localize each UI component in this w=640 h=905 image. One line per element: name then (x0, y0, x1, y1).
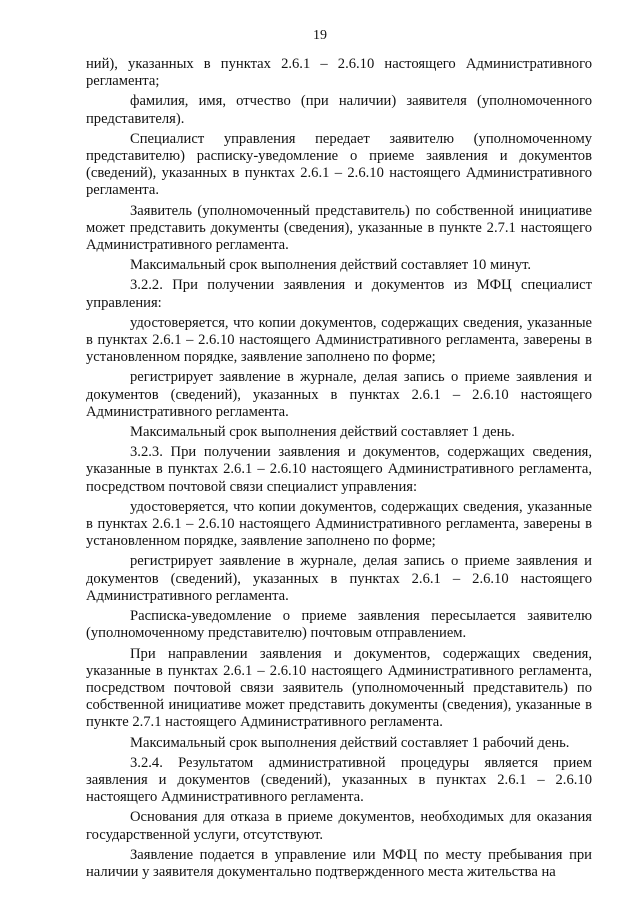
paragraph: Максимальный срок выполнения действий составляет 1 рабочий день. (130, 734, 570, 751)
paragraph: Заявление подается в управление или МФЦ по месту пребывания при наличии у заявителя документально подтвержденного места жительства на (86, 846, 592, 880)
paragraph: ний), указанных в пунктах 2.6.1 – 2.6.10 настоящего Административного регламента; (86, 56, 592, 90)
paragraph: 3.2.3. При получении заявления и документов, содержащих сведения, указанные в пунктах 2.6.1 – 2.6.10 настоящего Административного регламента, посредством почтовой связи специалист управления: (86, 444, 592, 495)
paragraph: Расписка-уведомление о приеме заявления пересылается заявителю (уполномоченному представителю) почтовым отправлением. (86, 608, 592, 642)
paragraph: удостоверяется, что копии документов, содержащих сведения, указанные в пунктах 2.6.1 – 2.6.10 настоящего Административного регламента, заверены в установленном порядке, заявление заполнено по форме; (86, 314, 592, 366)
paragraph: При направлении заявления и документов, содержащих сведения, указанные в пунктах 2.6.1 – 2.6.10 настоящего Административного регламента, посредством почтовой связи заявитель (уполномоченный представитель) по собственной инициативе может представить документы (сведения), указанные в пункте 2.7.1 настоящего Административного регламента. (86, 645, 592, 731)
paragraph: Основания для отказа в приеме документов, необходимых для оказания государственной услуги, отсутствуют. (86, 809, 592, 843)
paragraph: 3.2.2. При получении заявления и документов из МФЦ специалист управления: (86, 277, 592, 311)
paragraph: удостоверяется, что копии документов, содержащих сведения, указанные в пунктах 2.6.1 – 2.6.10 настоящего Административного регламента, заверены в установленном порядке, заявление заполнено по форме; (86, 498, 592, 550)
document-body (86, 56, 592, 884)
paragraph: 3.2.4. Результатом административной процедуры является прием заявления и документов (сведений), указанных в пунктах 2.6.1 – 2.6.10 настоящего Административного регламента. (86, 754, 592, 806)
paragraph: Специалист управления передает заявителю (уполномоченному представителю) расписку-уведомление о приеме заявления и документов (сведений), указанных в пунктах 2.6.1 – 2.6.10 настоящего Административного регламента. (86, 130, 592, 199)
paragraph: фамилия, имя, отчество (при наличии) заявителя (уполномоченного представителя). (86, 93, 592, 127)
paragraph: регистрирует заявление в журнале, делая запись о приеме заявления и документов (сведений), указанных в пунктах 2.6.1 – 2.6.10 настоящего Административного регламента. (86, 553, 592, 604)
paragraph: Заявитель (уполномоченный представитель) по собственной инициативе может представить документы (сведения), указанные в пункте 2.7.1 настоящего Административного регламента. (86, 202, 592, 254)
page-number: 19 (313, 28, 327, 43)
paragraph: Максимальный срок выполнения действий составляет 1 день. (130, 424, 515, 441)
paragraph: регистрирует заявление в журнале, делая запись о приеме заявления и документов (сведений), указанных в пунктах 2.6.1 – 2.6.10 настоящего Административного регламента. (86, 369, 592, 420)
paragraph: Максимальный срок выполнения действий составляет 10 минут. (130, 257, 532, 274)
